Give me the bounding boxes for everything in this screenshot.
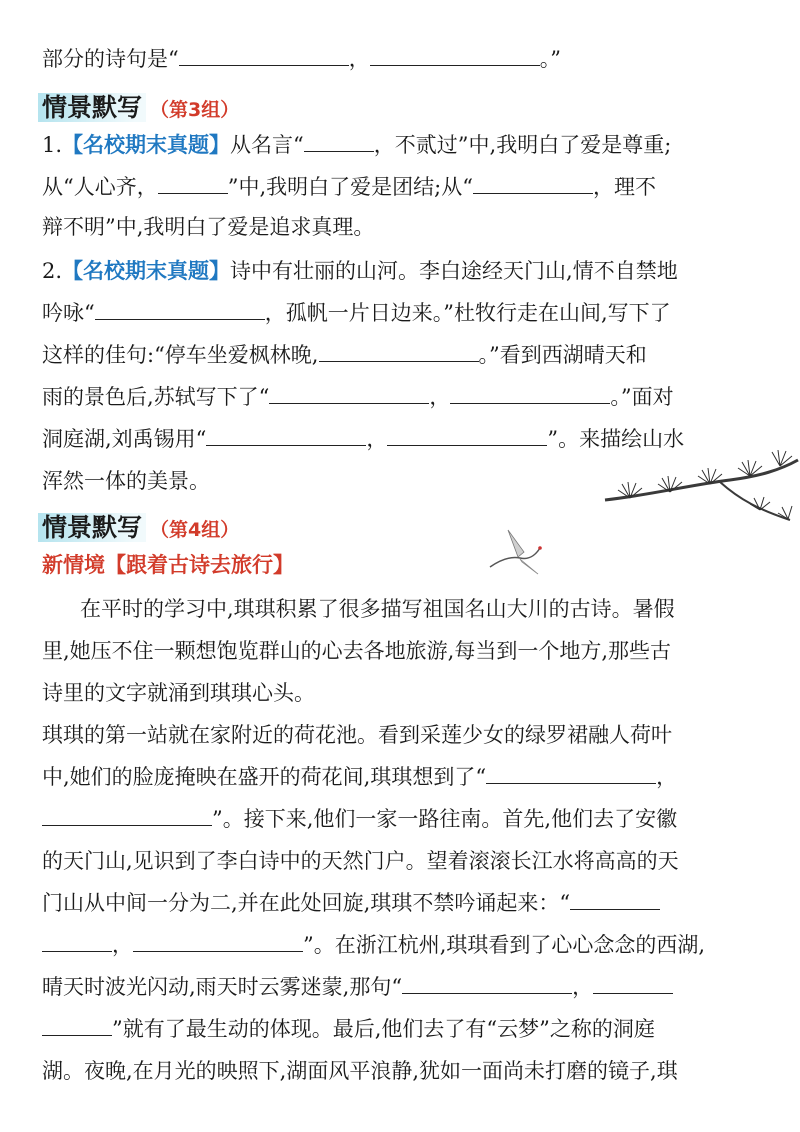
section-heading-group-3 [38,88,239,124]
answer-blank[interactable] [42,1015,112,1036]
paragraph-line: ， ”。在浙江杭州,琪琪看到了心心念念的西湖, [42,930,705,960]
paragraph-line: 诗里的文字就涌到琪琪心头。 [42,681,315,705]
crane-illustration [480,522,550,582]
answer-blank[interactable] [42,805,212,826]
question-2-line-5: 洞庭湖,刘禹锡用“ ， ”。来描绘山水 [42,427,685,451]
answer-blank[interactable] [570,889,660,910]
section-title: 情景默写 [38,93,146,122]
paragraph-line: 在平时的学习中,琪琪积累了很多描写祖国名山大川的古诗。暑假 [80,597,675,621]
section-heading-group-4 [38,508,239,544]
question-1-line-3: 辩不明”中,我明白了爱是追求真理。 [42,215,375,239]
answer-blank[interactable] [95,299,265,320]
group-label: （第3组） [150,99,240,121]
answer-blank[interactable] [304,131,374,152]
question-2-line-2: 吟咏“ ，孤帆一片日边来。”杜牧行走在山间,写下了 [42,301,671,325]
answer-blank[interactable] [387,425,547,446]
paragraph-line: 的天门山,见识到了李白诗中的天然门户。望着滚滚长江水将高高的天 [42,849,679,873]
text-line: 部分的诗句是“ ， 。” [42,47,561,71]
answer-blank[interactable] [319,341,479,362]
source-tag: 【名校期末真题】 [62,258,231,283]
paragraph-line: ”。接下来,他们一家一路往南。首先,他们去了安徽 [42,804,677,834]
answer-blank[interactable] [450,383,610,404]
new-context-line [42,550,294,580]
question-1-line-2: 从“人心齐， ”中,我明白了爱是团结;从“ ，理不 [42,175,656,199]
paragraph-line: 湖。夜晚,在月光的映照下,湖面风平浪静,犹如一面尚未打磨的镜子,琪 [42,1059,678,1083]
question-2-line-3: 这样的佳句:“停车坐爱枫林晚, 。”看到西湖晴天和 [42,343,647,367]
answer-blank[interactable] [133,931,303,952]
question-2-line-1: 2.【名校期末真题】诗中有壮丽的山河。李白途经天门山,情不自禁地 [42,258,678,283]
answer-blank[interactable] [473,173,593,194]
paragraph-line: 门山从中间一分为二,并在此处回旋,琪琪不禁吟诵起来：“ [42,888,660,918]
paragraph-line: 中,她们的脸庞掩映在盛开的荷花间,琪琪想到了“ ， [42,765,678,789]
answer-blank[interactable] [593,973,673,994]
travel-tag: 【跟着古诗去旅行】 [105,552,294,577]
paragraph-line: ”就有了最生动的体现。最后,他们去了有“云梦”之称的洞庭 [42,1014,655,1044]
paragraph-line: 晴天时波光闪动,雨天时云雾迷蒙,那句“ ， [42,972,673,1002]
answer-blank[interactable] [486,763,656,784]
new-context-label: 新情境 [42,552,105,577]
answer-blank[interactable] [158,173,228,194]
answer-blank[interactable] [269,383,429,404]
pine-branch-illustration [600,440,800,530]
source-tag: 【名校期末真题】 [62,132,231,157]
answer-blank[interactable] [42,931,112,952]
question-2-line-6: 浑然一体的美景。 [42,469,210,493]
answer-blank[interactable] [179,45,349,66]
answer-blank[interactable] [402,973,572,994]
section-title: 情景默写 [38,513,146,542]
question-1-line-1: 1.【名校期末真题】从名言“ ，不贰过”中,我明白了爱是尊重; [42,132,672,157]
paragraph-line: 里,她压不住一颗想饱览群山的心去各地旅游,每当到一个地方,那些古 [42,639,672,663]
group-label: （第4组） [150,519,240,541]
answer-blank[interactable] [370,45,540,66]
question-2-line-4: 雨的景色后,苏轼写下了“ ， 。”面对 [42,385,674,409]
answer-blank[interactable] [206,425,366,446]
paragraph-line: 琪琪的第一站就在家附近的荷花池。看到采莲少女的绿罗裙融人荷叶 [42,723,672,747]
